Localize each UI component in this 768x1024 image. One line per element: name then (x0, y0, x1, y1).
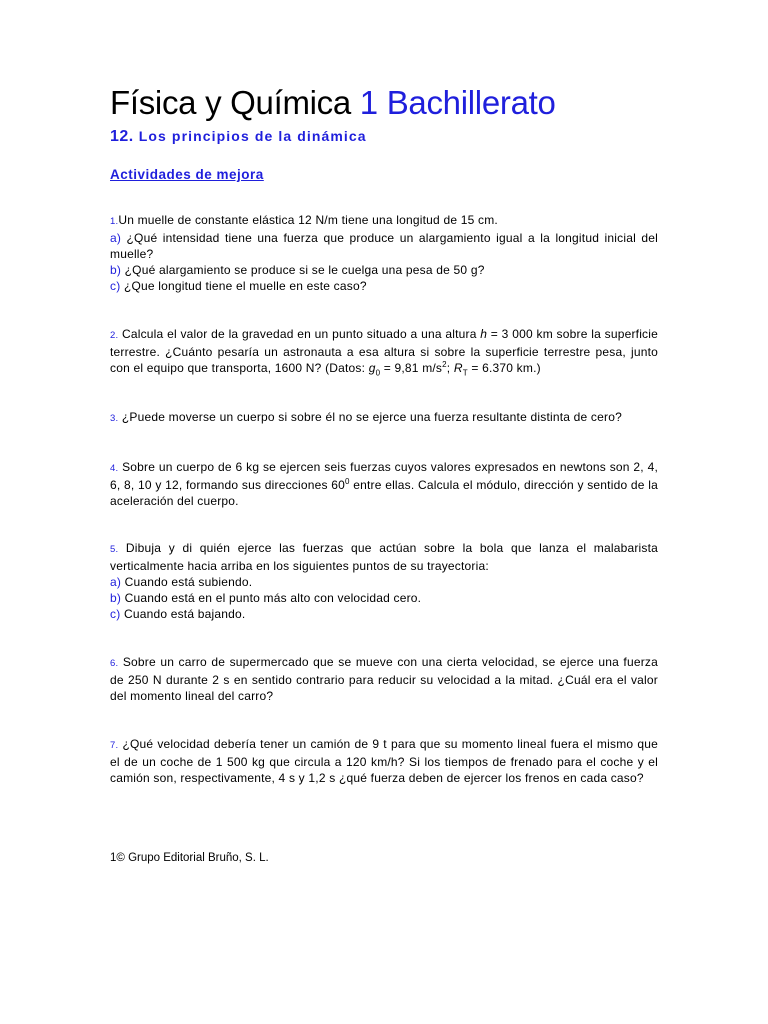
section-title: Actividades de mejora (110, 167, 264, 182)
question-1-option-c (110, 278, 658, 294)
question-text-cont: entre ellas. Calcula el módulo, dirección y sentido de la aceleración del cuerpo. (110, 478, 658, 508)
question-text: ¿Qué velocidad debería tener un camión de 9 t para que su momento lineal fuera el mismo que el de un coche de 1 500 kg que circula a 120 km/h? Si los tiempos de frenado para el coche y el camión son, respectivamente, 4 s y 1,2 s ¿qué fuerza deben de ejercer los frenos en cada caso? (110, 737, 658, 785)
option-text: Cuando está en el punto más alto con velocidad cero. (124, 591, 422, 605)
unit-number: 12. (110, 128, 134, 145)
radius-variable: R (453, 361, 463, 375)
option-text: ¿Qué alargamiento se produce si se le cuelga una pesa de 50 g? (124, 263, 485, 277)
option-text: Cuando está bajando. (123, 607, 246, 621)
question-text: Dibuja y di quién ejerce las fuerzas que actúan sobre la bola que lanza el malabarista verticalmente hacia arriba en los siguientes puntos de su trayectoria: (110, 541, 658, 573)
question-5-option-b (110, 590, 658, 606)
question-6 (110, 654, 658, 704)
question-7 (110, 736, 658, 786)
question-text-cont: = 3 000 km sobre la superficie terrestre. ¿Cuánto pesaría un astronauta a esa altura si sobre la superficie terrestre pesa, junto con el equipo que transporta, 1600 N? (Datos: (110, 327, 658, 375)
question-text: Sobre un cuerpo de 6 kg se ejercen seis fuerzas cuyos valores expresados en newtons son 2, 4, 6, 8, 10 y 12, formando sus direcciones 60 (110, 460, 659, 492)
question-number: 7. (110, 740, 119, 751)
question-number: 1. (110, 216, 119, 227)
title-level: 1 Bachillerato (359, 84, 556, 121)
question-number: 4. (110, 463, 119, 474)
question-number: 3. (110, 413, 119, 424)
question-1-option-b (110, 262, 658, 278)
option-label: c) (110, 607, 121, 621)
question-3-text (110, 409, 658, 427)
question-number: 2. (110, 330, 119, 341)
question-1 (110, 212, 658, 294)
question-5-option-a (110, 574, 658, 590)
unit-heading (110, 128, 367, 146)
degree-superscript: 0 (345, 477, 350, 486)
question-text-cont: = 9,81 m/s (380, 361, 443, 375)
question-5 (110, 540, 658, 622)
question-5-option-c (110, 606, 658, 622)
question-4 (110, 459, 658, 509)
option-text: Cuando está subiendo. (124, 575, 253, 589)
question-number: 5. (110, 544, 119, 555)
question-2 (110, 326, 658, 376)
question-6-text (110, 654, 658, 704)
unit-title: Los principios de la dinámica (138, 128, 367, 144)
question-text: Calcula el valor de la gravedad en un punto situado a una altura (122, 327, 481, 341)
question-4-text (110, 459, 658, 509)
squared-superscript: 2 (442, 360, 447, 369)
question-text: Un muelle de constante elástica 12 N/m tiene una longitud de 15 cm. (118, 213, 498, 227)
option-label: b) (110, 591, 122, 605)
question-text: ¿Puede moverse un cuerpo si sobre él no se ejerce una fuerza resultante distinta de cero? (121, 410, 622, 424)
option-label: b) (110, 263, 122, 277)
option-text: ¿Que longitud tiene el muelle en este caso? (123, 279, 367, 293)
question-3 (110, 409, 658, 427)
copyright-footer: 1© Grupo Editorial Bruño, S. L. (110, 852, 269, 864)
question-2-text (110, 326, 658, 376)
question-text-cont: ; (446, 361, 454, 375)
option-label: a) (110, 575, 122, 589)
option-label: c) (110, 279, 121, 293)
question-1-option-a (110, 230, 658, 262)
gravity-variable: g (368, 361, 376, 375)
option-label: a) (110, 231, 122, 245)
question-number: 6. (110, 658, 119, 669)
question-text-cont: = 6.370 km.) (467, 361, 541, 375)
question-7-text (110, 736, 658, 786)
document-title (110, 84, 556, 122)
question-1-stem (110, 212, 658, 230)
question-text: Sobre un carro de supermercado que se mueve con una cierta velocidad, se ejerce una fuerza de 250 N durante 2 s en sentido contrario para reducir su velocidad a la mitad. ¿Cuál era el valor del momento lineal del carro? (110, 655, 658, 703)
gravity-subscript: 0 (375, 368, 381, 378)
radius-subscript: T (462, 368, 468, 378)
option-text: ¿Qué intensidad tiene una fuerza que produce un alargamiento igual a la longitud inicial del muelle? (110, 231, 658, 261)
height-variable: h (480, 327, 488, 341)
question-5-stem (110, 540, 658, 574)
title-main: Física y Química (110, 84, 351, 121)
